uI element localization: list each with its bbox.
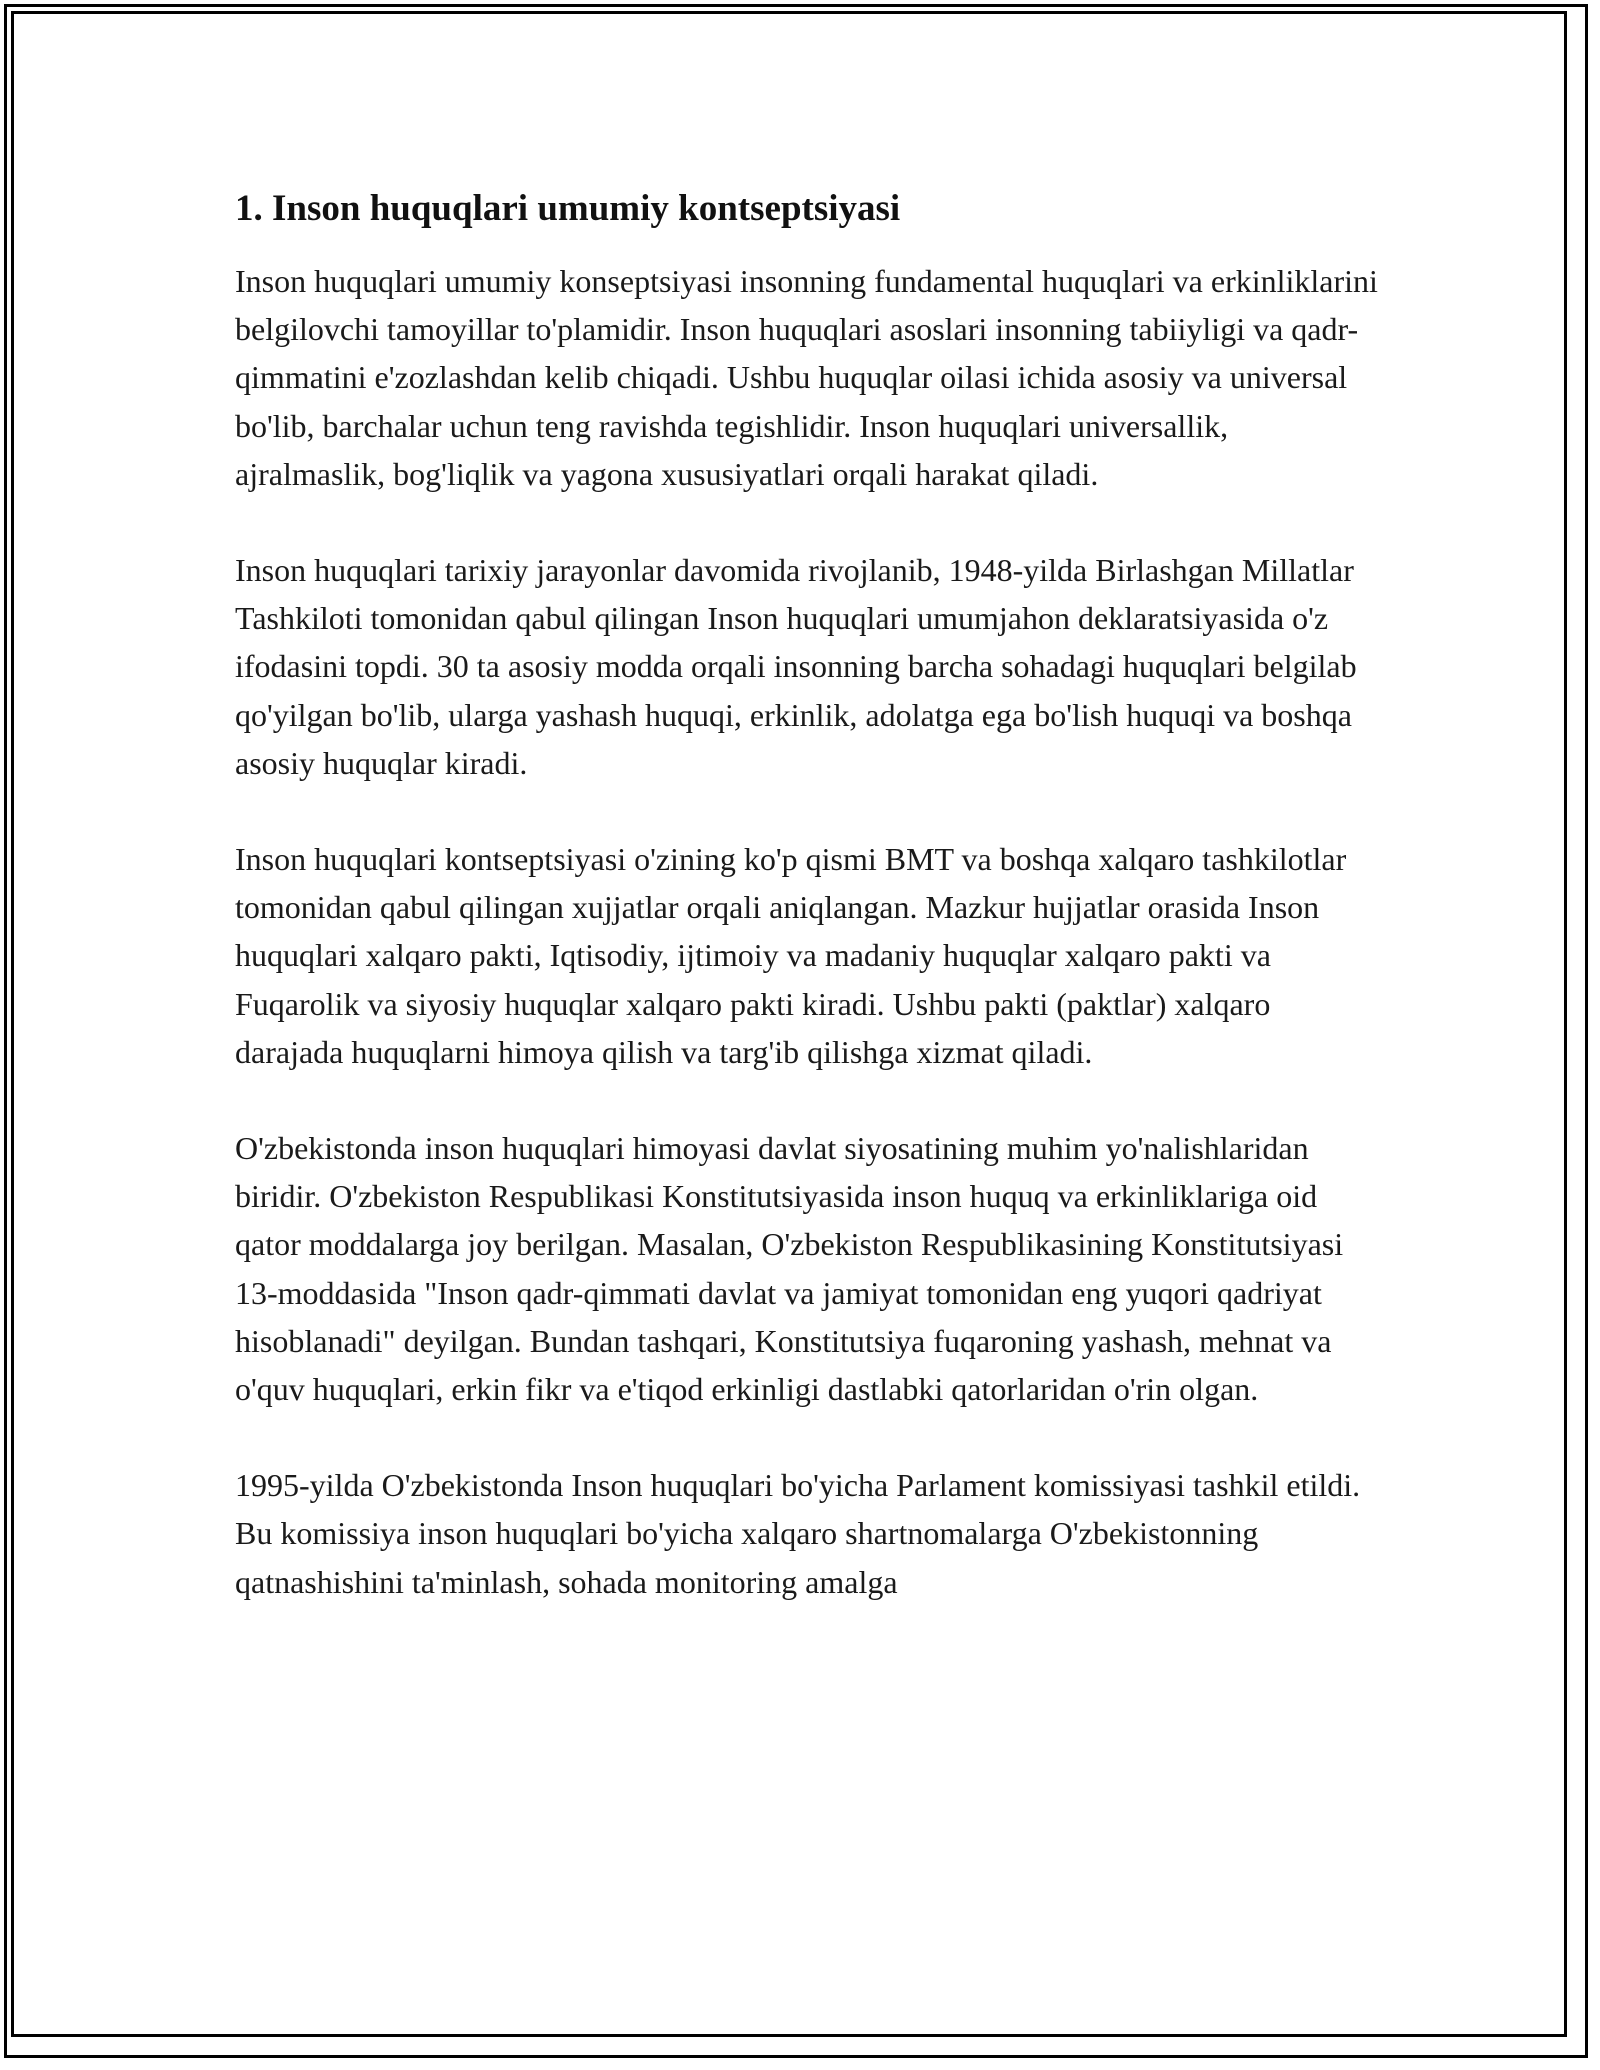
document-body	[235, 186, 1385, 1654]
paragraph-2: Inson huquqlari tarixiy jarayonlar davomida rivojlanib, 1948-yilda Birlashgan Millatlar Tashkiloti tomonidan qabul qilingan Inson huquqlari umumjahon deklaratsiyasida o'z ifodasini topdi. 30 ta asosiy modda orqali insonning barcha sohadagi huquqlari belgilab qo'yilgan bo'lib, ularga yashash huquqi, erkinlik, adolatga ega bo'lish huquqi va boshqa asosiy huquqlar kiradi.	[235, 552, 1357, 781]
paragraph-4: O'zbekistonda inson huquqlari himoyasi davlat siyosatining muhim yo'nalishlaridan biridir. O'zbekiston Respublikasi Konstitutsiyasida inson huquq va erkinliklariga oid qator moddalarga joy berilgan. Masalan, O'zbekiston Respublikasining Konstitutsiyasi 13-moddasida "Inson qadr-qimmati davlat va jamiyat tomonidan eng yuqori qadriyat hisoblanadi" deyilgan. Bundan tashqari, Konstitutsiya fuqaroning yashash, mehnat va o'quv huquqlari, erkin fikr va e'tiqod erkinligi dastlabki qatorlaridan o'rin olgan.	[235, 1130, 1344, 1408]
paragraph-3: Inson huquqlari kontseptsiyasi o'zining ko'p qismi BMT va boshqa xalqaro tashkilotlar tomonidan qabul qilingan xujjatlar orqali aniqlangan. Mazkur hujjatlar orasida Inson huquqlari xalqaro pakti, Iqtisodiy, ijtimoiy va madaniy huquqlar xalqaro pakti va Fuqarolik va siyosiy huquqlar xalqaro pakti kiradi. Ushbu pakti (paktlar) xalqaro darajada huquqlarni himoya qilish va targ'ib qilishga xizmat qiladi.	[235, 841, 1347, 1070]
section-heading: 1. Inson huquqlari umumiy kontseptsiyasi	[235, 188, 901, 229]
paragraph-5: 1995-yilda O'zbekistonda Inson huquqlari bo'yicha Parlament komissiyasi tashkil etildi. Bu komissiya inson huquqlari bo'yicha xalqaro shartnomalarga O'zbekistonning qatnashishini ta'minlash, sohada monitoring amalga	[235, 1467, 1361, 1600]
paragraph-1: Inson huquqlari umumiy konseptsiyasi insonning fundamental huquqlari va erkinliklarini belgilovchi tamoyillar to'plamidir. Inson huquqlari asoslari insonning tabiiyligi va qadr-qimmatini e'zozlashdan kelib chiqadi. Ushbu huquqlar oilasi ichida asosiy va universal bo'lib, barchalar uchun teng ravishda tegishlidir. Inson huquqlari universallik, ajralmaslik, bog'liqlik va yagona xususiyatlari orqali harakat qiladi.	[235, 263, 1378, 492]
